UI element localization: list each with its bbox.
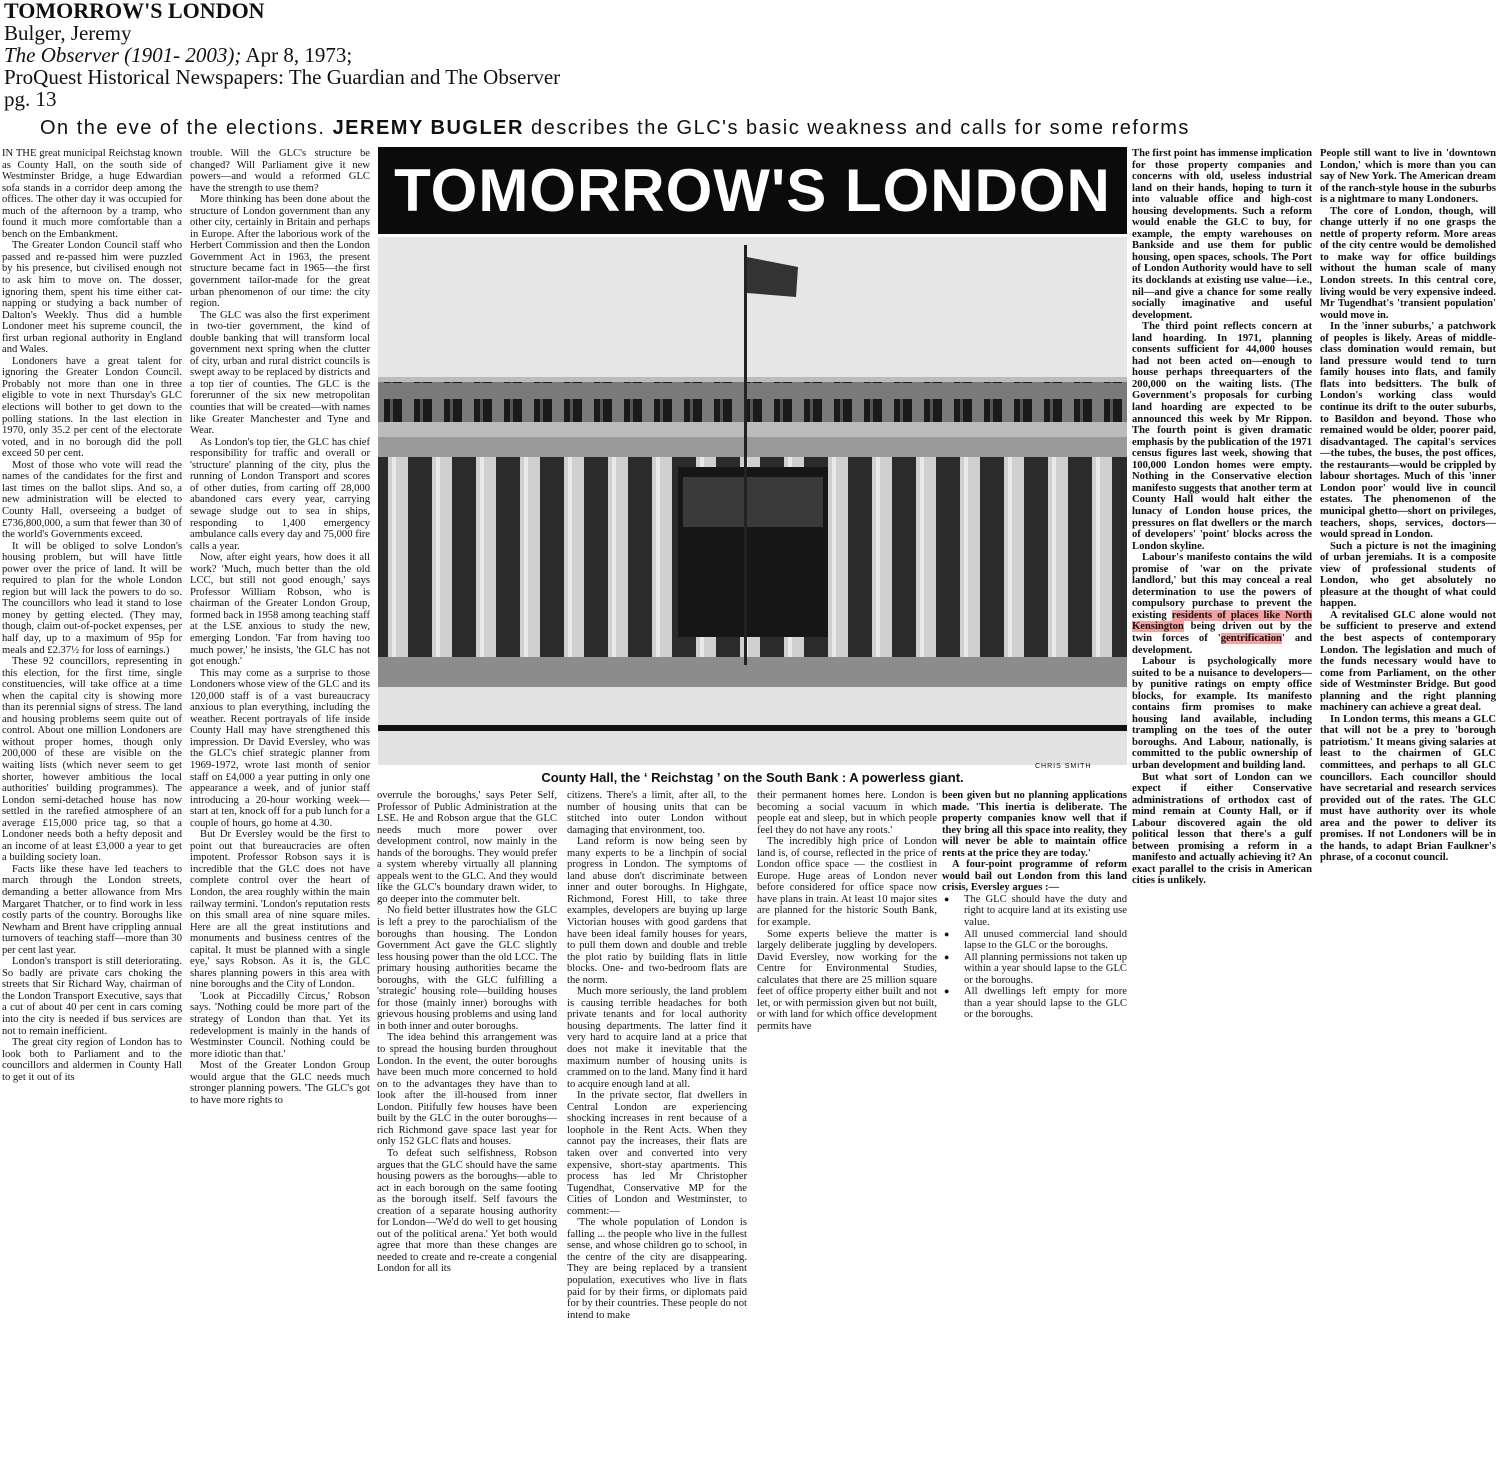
reform-list xyxy=(942,894,1127,1021)
highlighted-term: gentrification xyxy=(1220,632,1282,644)
col8-paragraph: In London terms, this means a GLC that will not be a prey to 'borough patriotism.' It means giving salaries at least to the chairmen of GLC committees, and perhaps to all GLC councillors. Each councillor should have secretarial and research services provided out of the rates. The GLC must have authority over its whole area and the power to deliver its promises. If not Londoners will be in the hands, to adapt Brian Faulkner's phrase, of a coconut council. xyxy=(1320,713,1496,864)
reform-item: ● All unused commercial land should lapse to the GLC or the boroughs. xyxy=(942,929,1127,952)
standfirst-lead: On the eve of the elections. xyxy=(40,117,326,139)
county-hall-photo xyxy=(378,237,1127,765)
col2-paragraph: This may come as a surprise to those Londoners whose view of the GLC and its 120,000 staff is of a vast bureaucracy anxious to plan everything, including the weather. Recent portrayals of life inside County Hall may have strengthened this impression. Dr David Eversley, who was the GLC's chief strategic planner from 1969-1972, wrote last month of senior staff on £4,000 a year putting in only one appearance a week, and of junior staff introducing a 20-hour working week—start at ten, knock off for a pub lunch for a couple of hours, go home at 4.30. xyxy=(190,667,370,829)
col8-paragraph: A revitalised GLC alone would not be sufficient to preserve and extend the best aspects of contemporary London. The legislation and much of the funds necessary would have to come from Parliament, on the other side of Westminster Bridge. But good planning and the right planning machinery can achieve a great deal. xyxy=(1320,609,1496,714)
article-column-8 xyxy=(1320,148,1496,1466)
article-column-7 xyxy=(1132,148,1312,1466)
labour-text: Labour's manifesto contains the wild promise of 'war on the private landlord,' but this may conceal a real determination to use the powers of compulsory purchase to prevent the existing xyxy=(1132,552,1312,621)
article-column-6 xyxy=(942,790,1127,1466)
col4-paragraph: Much more seriously, the land problem is causing terrible headaches for both private tenants and for local authority housing departments. The latter find it very hard to acquire land at a price that does not make it inevitable that the maximum number of housing units is crammed on to the land. Many find it hard to acquire enough land at all. xyxy=(567,986,747,1090)
col8-paragraph: People still want to live in 'downtown London,' which is more than you can say of New York. The American dream of the ranch-style house in the suburbs is a nightmare to many Londoners. xyxy=(1320,148,1496,206)
publication-line xyxy=(4,44,704,66)
col1-paragraph: Londoners have a great talent for ignoring the Greater London Council. Probably not more than one in three eligible to vote in next Thursday's GLC elections will bother to get down to the polling stations. In the last election in 1970, only 35.2 per cent of the electorate voted, and in no borough did the poll exceed 50 per cent. xyxy=(2,355,182,460)
col8-paragraph: The core of London, though, will change utterly if no one grasps the nettle of property reform. More areas of the city centre would be demolished to make way for office buildings without the human scale of many London streets. In this central core, living would be very expensive indeed. Mr Tugendhat's 'transient population' would move in. xyxy=(1320,205,1496,321)
col2-paragraph: The GLC was also the first experiment in two-tier government, the kind of double banking that will transform local government next spring when the clutter of city, urban and rural district councils is swept away to be replaced by districts and a top tier of counties. The GLC is the forerunner of the six new metropolitan counties that will be created—with names like Greater Manchester and Tyne and Wear. xyxy=(190,309,370,437)
article-author: Bulger, Jeremy xyxy=(4,21,132,45)
photo-caption: County Hall, the ‘ Reichstag ’ on the South Bank : A powerless giant. xyxy=(541,770,964,785)
article-column-3 xyxy=(377,790,557,1466)
standfirst xyxy=(40,117,1500,140)
col5-paragraph: The incredibly high price of London land is, of course, reflected in the price of London office space — the costliest in Europe. Huge areas of London never before considered for office space now have plans in train. At least 10 major sites are planned for the historic South Bank, for example. xyxy=(757,836,937,929)
article-column-4 xyxy=(567,790,747,1466)
col3-paragraph: The idea behind this arrangement was to spread the housing burden throughout London. In the event, the outer boroughs have been much more concerned to hold on to the advantages they have than to look after the ill-housed from inner London. Pitifully few houses have been built by the GLC in the outer boroughs—rich Richmond gave space last year for only 152 GLC flats and houses. xyxy=(377,1032,557,1148)
col8-paragraph: In the 'inner suburbs,' a patchwork of peoples is likely. Areas of middle-class domination would remain, but land pressure would tend to turn family houses into flats, and family flats into bedsitters. The bulk of London's working class would continue its drift to the outer suburbs, to Basildon and beyond. Those who remained would be older, poorer paid, disadvantaged. The capital's services—the tubes, the buses, the post offices, the restaurants—would be crippled by labour shortages. Much of this 'inner London poor' would live in council estates. The phenomenon of the municipal ghetto—short on privileges, teachers, shops, services, doctors—would spread in London. xyxy=(1320,321,1496,541)
article-column-5 xyxy=(757,790,937,1466)
col4-paragraph: In the private sector, flat dwellers in Central London are experiencing shocking increases in rent because of a loophole in the Rent Acts. When they cannot pay the increases, their flats are taken over and converted into very expensive, short-stay apartments. This process has led Mr Christopher Tugendhat, Conservative MP for the Cities of London and Westminster, to comment:— xyxy=(567,1090,747,1217)
labour-text: ' and development. xyxy=(1132,632,1312,656)
col8-paragraph: Such a picture is not the imagining of urban jeremiahs. It is a composite view of professional students of London, who get absolutely no pleasure at the thought of what could happen. xyxy=(1320,540,1496,610)
col1-paragraph: These 92 councillors, representing in this election, for the first time, single constituencies, will take office at a time when the capital city is showing more than its perennial signs of stress. The land and housing problems seem quite out of control. About one million Londoners are without proper homes, though only 200,000 of these are visible on the waiting lists (which never seem to get shorter, however ambitious the local authorities' building programmes). The London semi-detached house has now settled in the rarefied atmosphere of an average £15,000 price tag, so that a Londoner needs both a hefty deposit and an income of at least £3,000 a year to get a building society loan. xyxy=(2,656,182,864)
col3-paragraph: To defeat such selfishness, Robson argues that the GLC should have the same housing powers as the boroughs—able to act in each borough on the same footing as the borough itself. Self favours the creation of a separate housing authority for London—'We'd do well to get housing out of the political arena.' Yet both would agree that more than these changes are needed to create and re-create a congenial London for all its xyxy=(377,1147,557,1275)
col2-paragraph: 'Look at Piccadilly Circus,' Robson says. 'Nothing could be more part of the strategy of London than that. Yet its redevelopment is mainly in the hands of Westminster Council. Nothing could be more idiotic than that.' xyxy=(190,990,370,1060)
col5-paragraph: Some experts believe the matter is largely deliberate juggling by developers. David Eversley, now working for the Centre for Environmental Studies, calculates that there are 25 million square feet of office property either built and not let, or with permission given but not built, or with land for which office development permits have xyxy=(757,928,937,1032)
labour-text: being driven out by the twin forces of ' xyxy=(1132,621,1312,644)
highlighted-text: residents of places like North Kensington xyxy=(1132,609,1312,633)
col1-paragraph: It will be obliged to solve London's housing problem, but will have little power over the price of land. It will be required to plan for the whole London region but will lack the powers to do so. The councillors who lead it stand to lose money by getting elected. (They may, though, claim out-of-pocket expenses, per half day, up to a maximum of 95p for meals and £2.37½ for loss of earnings.) xyxy=(2,540,182,656)
reform-item: ● All planning permissions not taken up within a year should lapse to the GLC or the boroughs. xyxy=(942,952,1127,987)
col1-paragraph: The great city region of London has to look both to Parliament and to the councillors and aldermen in County Hall to get it out of its xyxy=(2,1037,182,1083)
article-title: TOMORROW'S LONDON xyxy=(4,0,265,23)
col2-paragraph: trouble. Will the GLC's structure be changed? Will Parliament give it new powers—and would a reformed GLC have the strength to use them? xyxy=(190,148,370,194)
photo-credit: CHRIS SMITH xyxy=(1035,763,1092,770)
col1-paragraph: IN THE great municipal Reichstag known as County Hall, on the south side of Westminster Bridge, a huge Edwardian sofa stands in a corridor deep among the offices. The other day it was occupied for much of the afternoon by a tramp, who found it much more comfortable than a bench on the Embankment. xyxy=(2,148,182,240)
standfirst-rest: describes the GLC's basic weakness and calls for some reforms xyxy=(531,117,1190,139)
publication-name: The Observer (1901- 2003); xyxy=(4,43,242,67)
publication-date: Apr 8, 1973; xyxy=(245,43,353,67)
page-number: pg. 13 xyxy=(4,87,57,111)
reform-item: ● All dwellings left empty for more than a year should lapse to the GLC or the boroughs. xyxy=(942,986,1127,1021)
col2-paragraph: More thinking has been done about the structure of London government than any other city, certainly in Britain and perhaps in Europe. After the laborious work of the Herbert Commission and then the London Government Act in 1963, the present structure became fact in 1965—the first government tailor-made for the great urban phenomenon of our time: the city region. xyxy=(190,194,370,310)
reform-item: ● The GLC should have the duty and right to acquire land at its existing use value. xyxy=(942,894,1127,929)
col4-paragraph: 'The whole population of London is falling ... the people who live in the fullest sense, and whose children go to school, in the centre of the city are disappearing. They are being replaced by a transient population, executives who live in flats paid for by their firms, or diplomats paid for by their countries. These people do not intend to make xyxy=(567,1217,747,1321)
col5-paragraph: their permanent homes here. London is becoming a social vacuum in which people eat and sleep, but in which people feel they do not have any roots.' xyxy=(757,790,937,836)
banner-headline: TOMORROW'S LONDON xyxy=(378,147,1127,234)
col7-paragraph: But what sort of London can we expect if either Conservative administrations of orthodox cast of mind remain at County Hall, or if Labour discovered again the old political lesson that there's a gulf between promising a reform in a manifesto and actually achieving it? An exact parallel to the crisis in American cities is unlikely. xyxy=(1132,771,1312,887)
col3-paragraph: No field better illustrates how the GLC is left a prey to the parochialism of the boroughs than housing. The London Government Act gave the GLC slightly less housing power than the old LCC. The primary housing authorities became the boroughs, with the GLC fulfilling a 'strategic' housing role—building houses for those (mainly inner) boroughs with grievous housing problems and using land in both inner and outer boroughs. xyxy=(377,905,557,1032)
col4-paragraph: citizens. There's a limit, after all, to the number of housing units that can be stitched into outer London without damaging that environment, too. xyxy=(567,790,747,836)
col6-lead: A four-point programme of reform would bail out London from this land crisis, Eversley argues :— xyxy=(942,859,1127,894)
col4-paragraph: Land reform is now being seen by many experts to be a linchpin of social progress in London. The symptoms of land abuse don't discriminate between inner and outer boroughs. In Highgate, Richmond, Forest Hill, to take three examples, developers are buying up large Victorian houses with good gardens that have been ideal family houses for years, to pull them down and double and treble the plot ratio by building flats in little blocks. One- and two-bedroom flats are the norm. xyxy=(567,836,747,986)
article-column-1 xyxy=(2,148,182,1466)
col7-paragraph: Labour is psychologically more suited to be a nuisance to developers—by punitive ratings on empty office blocks, for example. Its manifesto contains firm promises to make housing land available, including trampling on the toes of the outer boroughs. And Labour, nationally, is committed to the public ownership of urban development and building land. xyxy=(1132,656,1312,771)
article-column-2 xyxy=(190,148,370,1466)
col2-paragraph: Now, after eight years, how does it all work? 'Much, much better than the old LCC, but still not good enough,' says Professor William Robson, who is chairman of the Greater London Group, formed back in 1958 among teaching staff at the LSE anxious to study the new, emerging London. 'Far from having too much power,' he insists, 'the GLC has not got enough.' xyxy=(190,552,370,668)
database-name: ProQuest Historical Newspapers: The Guardian and The Observer xyxy=(4,65,561,89)
col7-paragraph: The third point reflects concern at land hoarding. In 1971, planning consents sufficient for 44,000 houses had not been acted on—enough to house perhaps threequarters of the 200,000 on the waiting lists. (The Government's proposals for curbing land hoarding are expected to be announced this week by Mr Rippon. The fourth point is given dramatic emphasis by the publication of the 1971 census figures last week, showing that 100,000 London homes were empty. Nothing in the Conservative election manifesto suggests that another term at County Hall would halt either the lunacy of London house prices, the pressures on flat dwellers or the march of developers' 'point' blocks across the London skyline. xyxy=(1132,321,1312,552)
col3-paragraph: overrule the boroughs,' says Peter Self, Professor of Public Administration at the LSE. He and Robson argue that the GLC needs much more power over development control, now mainly in the hands of the boroughs. They would prefer a system whereby virtually all planning appeals went to the GLC. And they would like the GLC's boundary drawn wider, to go deeper into the commuter belt. xyxy=(377,790,557,905)
col1-paragraph: Facts like these have led teachers to march through the London streets, demanding a better allowance from Mrs Margaret Thatcher, or to find work in less costly parts of the country. Boroughs like Newham and Brent have crippling annual turnovers of teaching staff—more than 30 per cent last year. xyxy=(2,863,182,956)
col2-paragraph: As London's top tier, the GLC has chief responsibility for traffic and overall or 'structure' planning of the city, plus the running of London Transport and scores of other duties, from carting off 28,000 abandoned cars every year, carrying sewage sludge out to sea in ships, responding to 1,400 emergency ambulance calls every day and 75,000 fire calls a year. xyxy=(190,436,370,552)
col2-paragraph: But Dr Eversley would be the first to point out that bureaucracies are often impotent. Professor Robson says it is incredible that the GLC does not have complete control over the heart of London, the area roughly within the main railway termini. 'London's reputation rests on this small area of nine square miles. Here are all the great institutions and monuments and business centres of the capital. It must be planned with a single eye,' says Robson. As it is, the GLC shares planning powers in this area with nine boroughs and the City of London. xyxy=(190,829,370,991)
col7-paragraph: The first point has immense implication for those property companies and concerns with old, useless industrial land on their hands, hoping to turn it into valuable office and high-cost housing developments. Such a reform would enable the GLC to buy, for example, the empty warehouses on Bankside and use them for public housing, open spaces, schools. The Port of London Authority would have to sell its docklands at existing use value—i.e., nil—and give a chance for some really socially imaginative and useful development. xyxy=(1132,148,1312,321)
col2-paragraph: Most of the Greater London Group would argue that the GLC needs much stronger planning powers. 'The GLC's got to have more rights to xyxy=(190,1060,370,1106)
col1-paragraph: London's transport is still deteriorating. So badly are private cars choking the streets that Sir Richard Way, chairman of the London Transport Executive, says that a cut of about 40 per cent in cars coming into the city is needed if bus services are not to remain inefficient. xyxy=(2,956,182,1037)
photo-block xyxy=(378,147,1127,765)
col1-paragraph: The Greater London Council staff who passed and re-passed him were puzzled by his presence, but civilised enough not to ask him to move on. The dosser, ignoring them, spent his time either cat-napping or studying a back number of Dalton's Weekly. Thus did a humble Londoner meet his supreme council, the first urban regional authority in England and Wales. xyxy=(2,240,182,356)
byline: JEREMY BUGLER xyxy=(332,117,524,139)
col6-intro: been given but no planning applications made. 'This inertia is deliberate. The property companies know well that if they bring all this space into reality, they will never be able to maintain office rents at the price they are today.' xyxy=(942,790,1127,859)
labour-paragraph xyxy=(1132,552,1312,656)
citation-header xyxy=(4,0,704,110)
col1-paragraph: Most of those who vote will read the names of the candidates for the first and last times on the ballot slips. And so, a new administration will be elected to County Hall, overseeing a budget of £736,800,000, a sum that fewer than 30 of the world's Governments exceed. xyxy=(2,459,182,541)
